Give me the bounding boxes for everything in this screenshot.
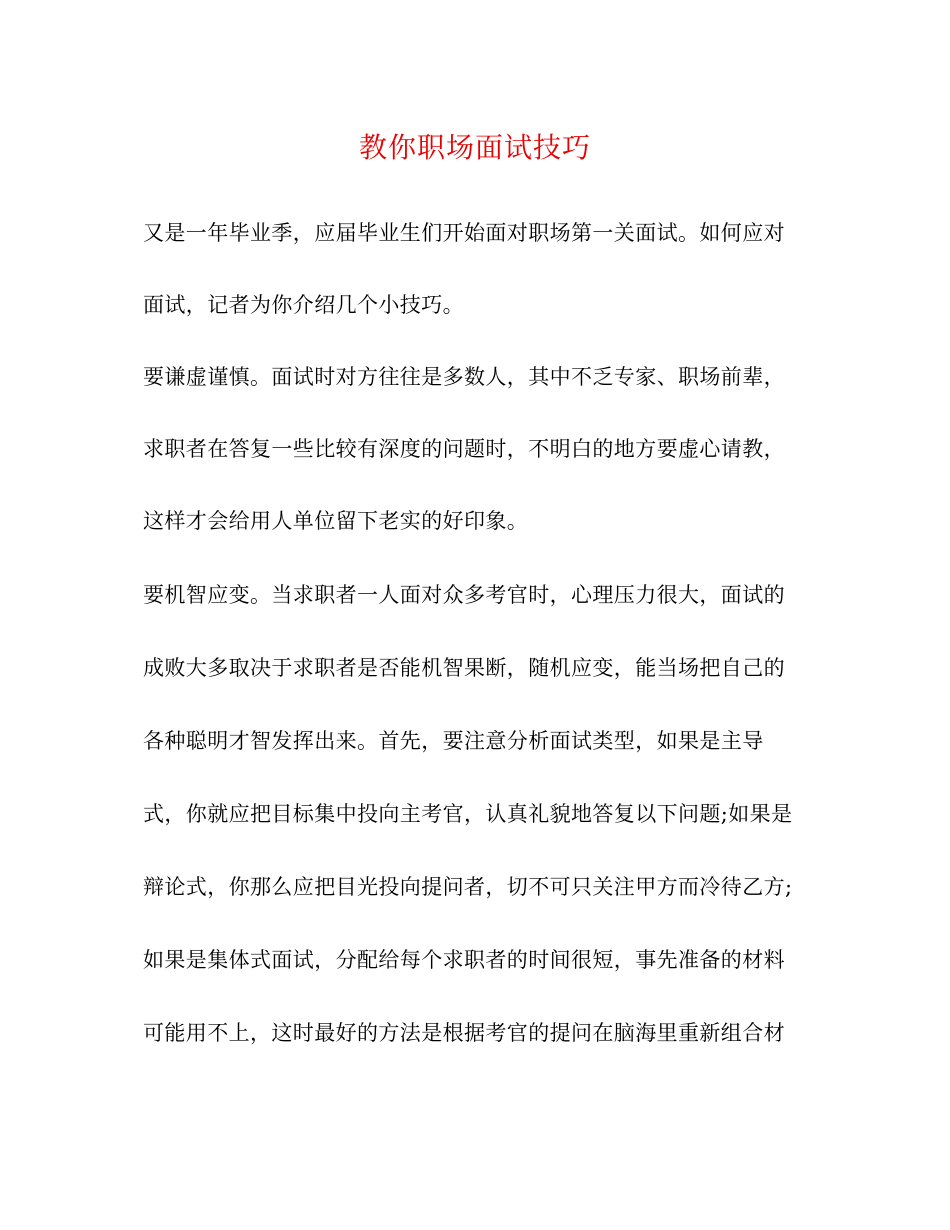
paragraph-line: 如果是集体式面试，分配给每个求职者的时间很短，事先准备的材料 bbox=[143, 948, 785, 972]
paragraph-line: 又是一年毕业季，应届毕业生们开始面对职场第一关面试。如何应对 bbox=[143, 221, 785, 245]
paragraph-line: 式，你就应把目标集中投向主考官，认真礼貌地答复以下问题;如果是 bbox=[143, 802, 793, 826]
paragraph-line: 可能用不上，这时最好的方法是根据考官的提问在脑海里重新组合材 bbox=[143, 1021, 785, 1045]
paragraph-line: 面试，记者为你介绍几个小技巧。 bbox=[143, 293, 464, 317]
paragraph-line: 要谦虚谨慎。面试时对方往往是多数人，其中不乏专家、职场前辈， bbox=[143, 365, 785, 389]
paragraph-line: 各种聪明才智发挥出来。首先，要注意分析面试类型，如果是主导 bbox=[143, 729, 764, 753]
paragraph-line: 求职者在答复一些比较有深度的问题时，不明白的地方要虚心请教， bbox=[143, 437, 785, 461]
document-title: 教你职场面试技巧 bbox=[358, 131, 591, 164]
paragraph-line: 辩论式，你那么应把目光投向提问者，切不可只关注甲方而冷待乙方; bbox=[143, 875, 793, 899]
paragraph-line: 成败大多取决于求职者是否能机智果断，随机应变，能当场把自己的 bbox=[143, 656, 785, 680]
paragraph-line: 要机智应变。当求职者一人面对众多考官时，心理压力很大，面试的 bbox=[143, 583, 785, 607]
paragraph-line: 这样才会给用人单位留下老实的好印象。 bbox=[143, 509, 529, 533]
